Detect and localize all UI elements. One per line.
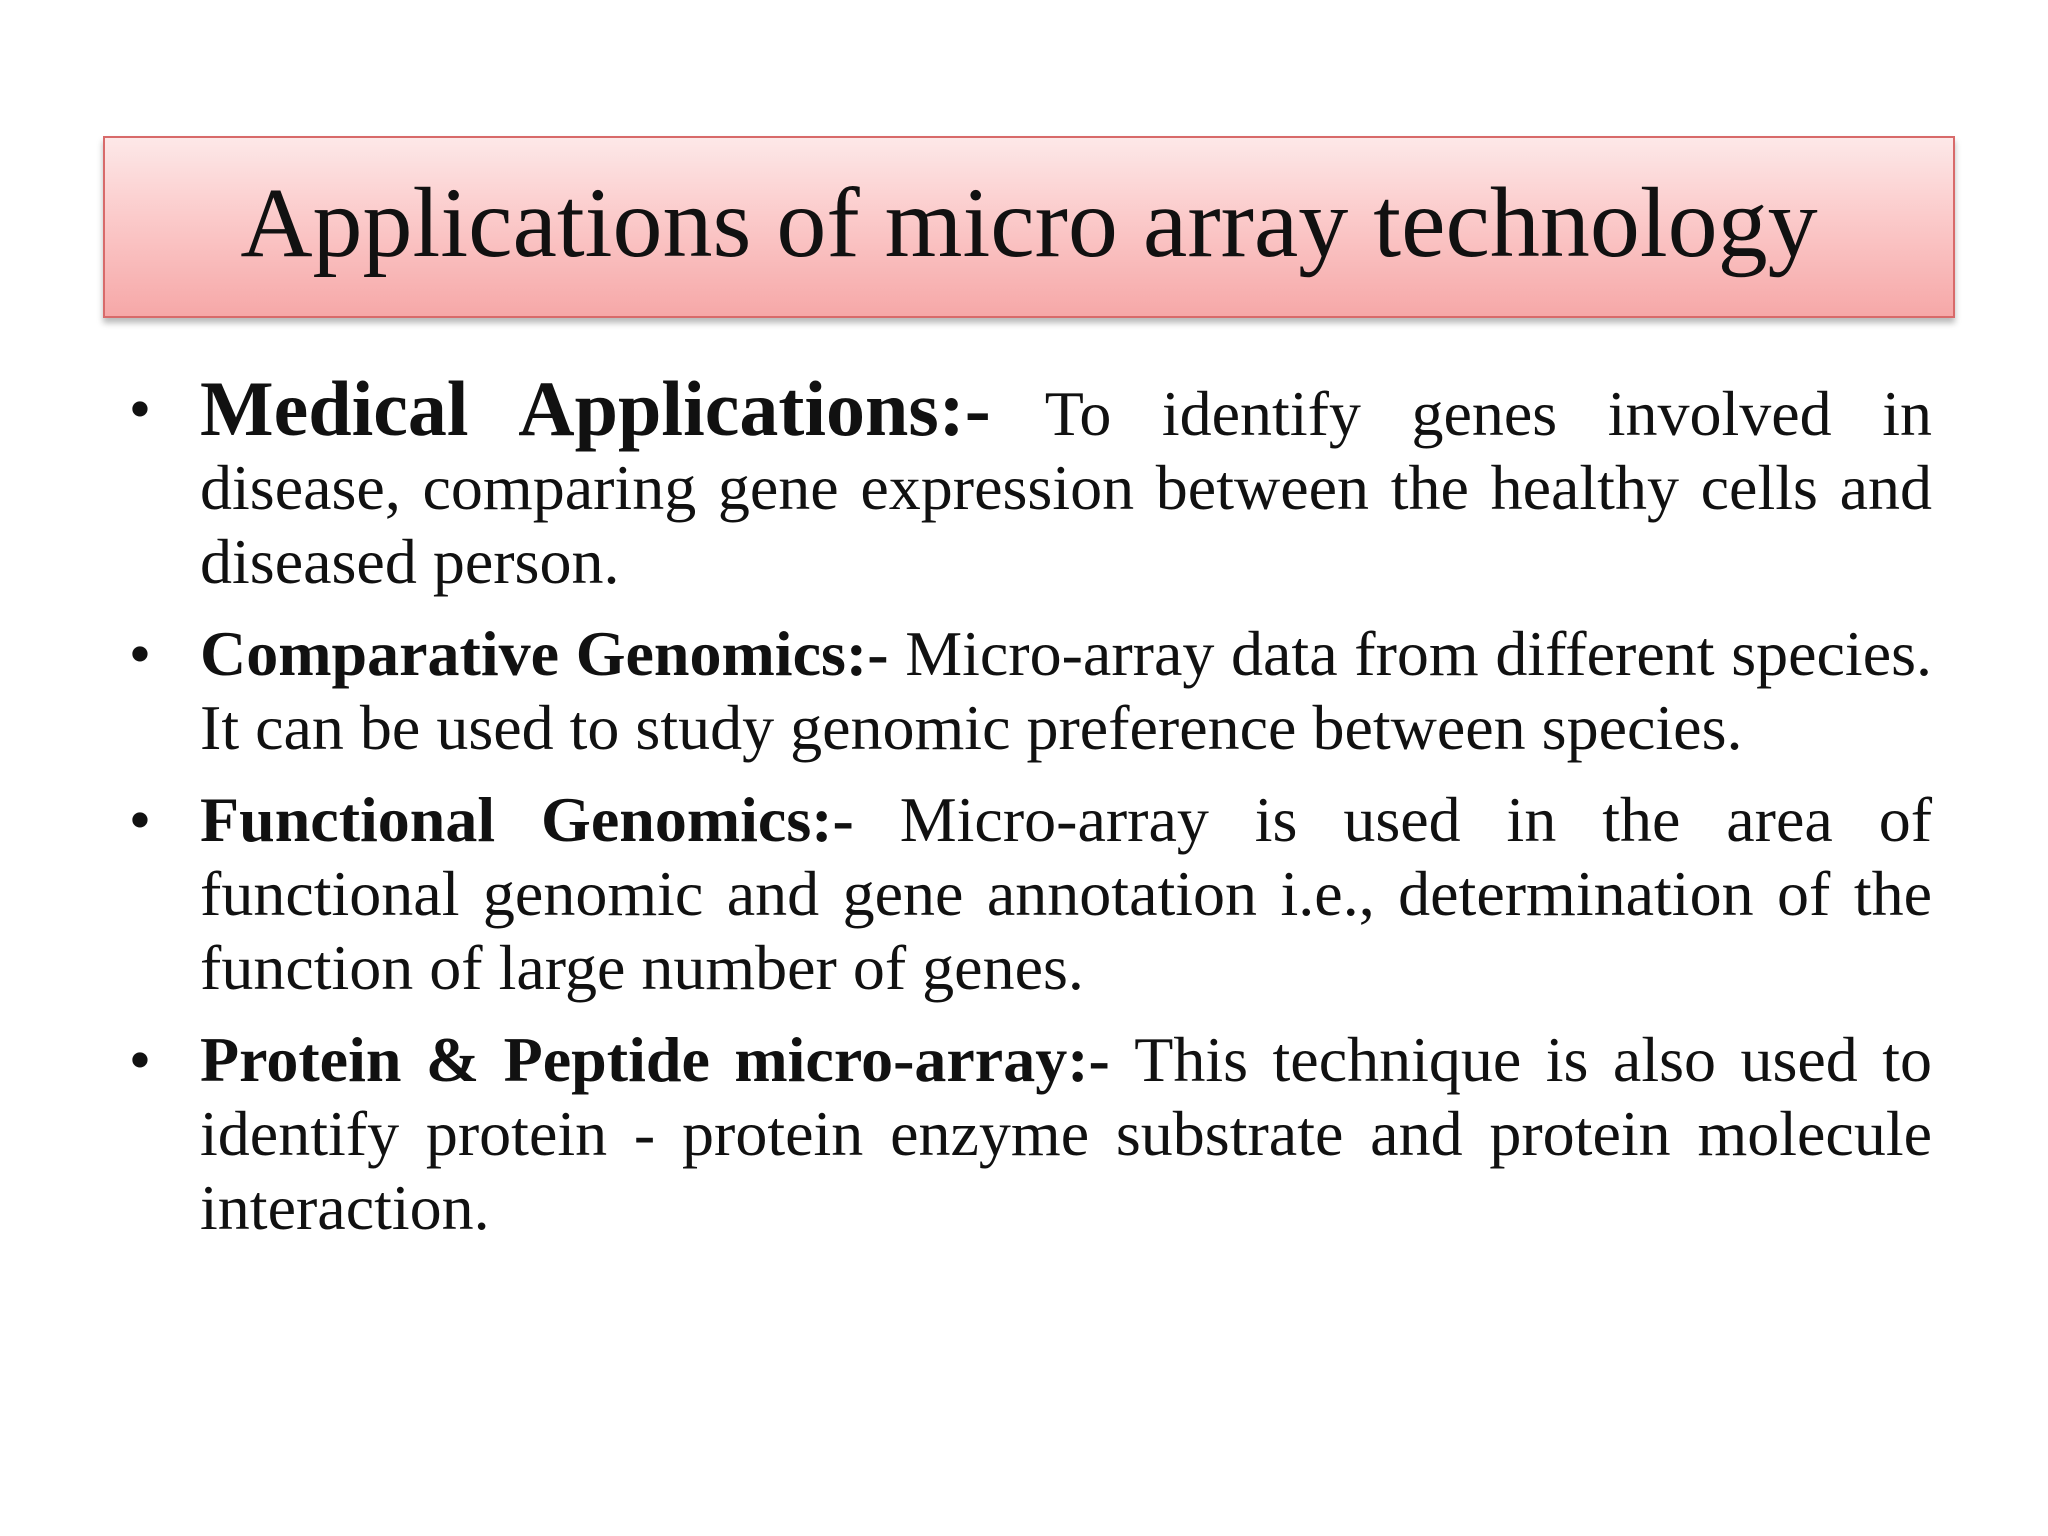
- bullet-icon: •: [128, 373, 152, 444]
- bullet-text: Micro-array is used in the area of functional genomic and gene annotation i.e., determination of the function of large number of genes.: [200, 784, 1932, 1003]
- bullet-item-protein-peptide-micro-array: [120, 1023, 1932, 1245]
- bullet-item-medical-applications: [120, 365, 1932, 599]
- bullet-text: To identify genes involved in disease, comparing gene expression between the healthy cells and diseased person.: [200, 378, 1932, 597]
- bullet-heading: Medical Applications:-: [200, 365, 1045, 452]
- bullet-heading: Protein & Peptide micro-array:-: [200, 1024, 1135, 1095]
- bullet-item-functional-genomics: [120, 783, 1932, 1005]
- title-banner: [103, 136, 1955, 318]
- bullet-icon: •: [128, 784, 152, 855]
- bullet-list: [120, 365, 1933, 1263]
- slide-title: Applications of micro array technology: [240, 167, 1818, 278]
- bullet-icon: •: [128, 618, 152, 689]
- bullet-icon: •: [128, 1024, 152, 1095]
- bullet-item-comparative-genomics: [120, 617, 1932, 765]
- bullet-text: This technique is also used to identify protein - protein enzyme substrate and protein molecule interaction.: [200, 1024, 1933, 1243]
- bullet-heading: Comparative Genomics:-: [200, 618, 906, 689]
- bullet-text: Micro-array data from different species. It can be used to study genomic preference between species.: [200, 618, 1932, 763]
- bullet-heading: Functional Genomics:-: [200, 784, 900, 855]
